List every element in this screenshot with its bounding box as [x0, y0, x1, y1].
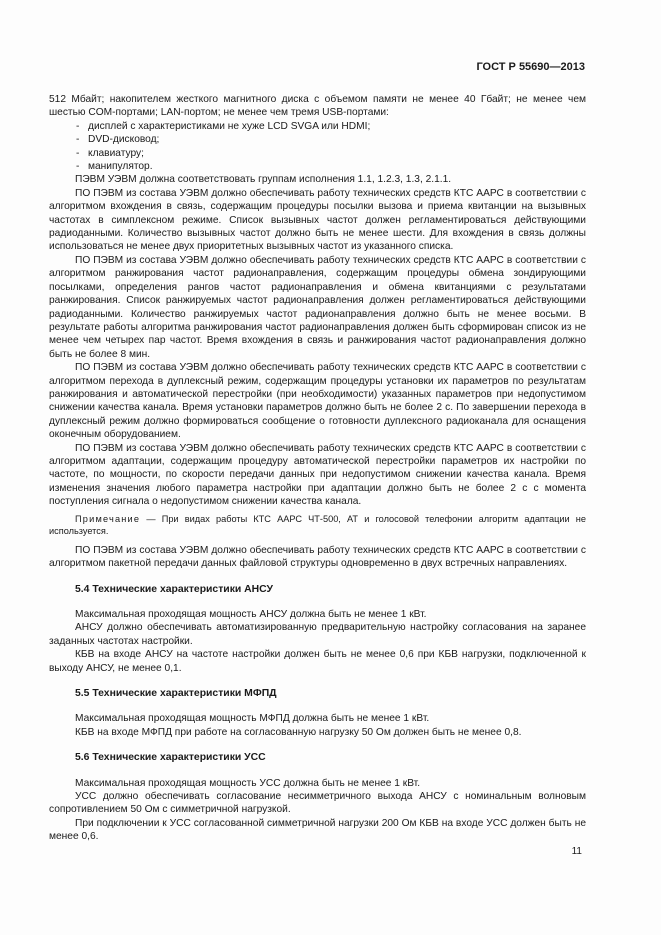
section-heading: 5.6 Технические характеристики УСС [75, 752, 266, 764]
paragraph: ПО ПЭВМ из состава УЭВМ должно обеспечивать работу технических средств КТС ААРС в соответствии с алгоритмом вхождения в связь, содержащим процедуры посылки вызова и приема квитанции на вызывных частотах в симплексном режиме. Список вызывных частот должен регламентироваться действующими радиоданными. Количество вызывных частот должно быть не менее шести. Для вхождения в связь должны использоваться не менее двух приоритетных вызывных частот из указанного списка. [49, 187, 586, 253]
paragraph: Максимальная проходящая мощность УСС должна быть не менее 1 кВт. [75, 777, 421, 789]
note-text: — При видах работы КТС ААРС ЧТ-500, АТ и голосовой телефонии алгоритм адаптации не используется. [49, 513, 586, 537]
list-item: - DVD-дисковод; [76, 134, 160, 146]
paragraph: ПО ПЭВМ из состава УЭВМ должно обеспечивать работу технических средств КТС ААРС в соответствии с алгоритмом перехода в дуплексный режим, содержащим процедуры установки их параметров по результатам ранжирования и автоматической перестройки (при необходимости) указанных параметров при недопустимом снижении качества канала. Время установки параметров должно быть не более 2 с. По завершении перехода в дуплексный режим должно формироваться сообщение о готовности дуплексного радиоканала для оснащения оконечным оборудованием. [49, 362, 586, 441]
standard-header: ГОСТ Р 55690—2013 [476, 61, 585, 73]
equipment-list [49, 120, 586, 174]
paragraph: ПО ПЭВМ из состава УЭВМ должно обеспечивать работу технических средств КТС ААРС в соответствии с алгоритмом ранжирования частот радионаправления, содержащим процедуры обмена зондирующими посылками, определения рангов частот радионаправления и обмена квитанциями с результатами ранжирования. Список ранжируемых частот радионаправления должен регламентироваться действующими радиоданными. Количество ранжируемых частот радионаправления должно быть не менее восьми. В результате работы алгоритма ранжирования частот радионаправления должен быть сформирован список из не менее чем четырех пар частот. Время вхождения в связь и ранжирования частот радионаправления должно быть не более 8 мин. [49, 254, 586, 360]
list-item: - дисплей с характеристиками не хуже LCD SVGA или HDMI; [76, 120, 371, 132]
intro-paragraph: 512 Мбайт; накопителем жесткого магнитного диска с объемом памяти не менее 40 Гбайт; не менее чем шестью COM-портами; LAN-портом; не менее чем тремя USB-портами: [49, 94, 586, 119]
list-item: - манипулятор. [76, 161, 153, 173]
document-body [49, 93, 586, 844]
note [49, 513, 586, 538]
paragraph: ПО ПЭВМ из состава УЭВМ должно обеспечивать работу технических средств КТС ААРС в соответствии с алгоритмом пакетной передачи данных файловой структуры одновременно в двух встречных направлениях. [49, 544, 586, 570]
page-number: 11 [571, 846, 582, 857]
paragraph: При подключении к УСС согласованной симметричной нагрузки 200 Ом КБВ на входе УСС должен быть не менее 0,6. [49, 817, 586, 843]
paragraph: Максимальная проходящая мощность МФПД должна быть не менее 1 кВт. [75, 713, 430, 725]
paragraph: АНСУ должно обеспечивать автоматизированную предварительную настройку согласования на заранее заданных частотах настройки. [49, 622, 586, 647]
paragraph: КБВ на входе АНСУ на частоте настройки должен быть не менее 0,6 при КБВ нагрузки, подключенной к выходу АНСУ, не менее 0,1. [49, 649, 586, 674]
paragraph: Максимальная проходящая мощность АНСУ должна быть не менее 1 кВт. [75, 609, 427, 620]
note-label: Примечание [75, 513, 141, 524]
paragraph: ПО ПЭВМ из состава УЭВМ должно обеспечивать работу технических средств КТС ААРС в соответствии с алгоритмом адаптации, содержащим процедуру автоматической перестройки параметров их настройки по частоте, по мощности, по скорости передачи данных при недопустимом снижении качества канала. Время изменения значения любого параметра настройки при адаптации должно быть не более 2 с с момента поступления сигнала о недопустимом снижении качества канала. [49, 442, 586, 508]
paragraph: ПЭВМ УЭВМ должна соответствовать группам исполнения 1.1, 1.2.3, 1.3, 2.1.1. [75, 174, 452, 186]
paragraph: УСС должно обеспечивать согласование несимметричного выхода АНСУ с номинальным волновым сопротивлением 50 Ом с симметричной нагрузкой. [49, 791, 586, 816]
section-heading: 5.5 Технические характеристики МФПД [75, 688, 277, 700]
paragraph: КБВ на входе МФПД при работе на согласованную нагрузку 50 Ом должен быть не менее 0,8. [75, 726, 522, 738]
section-heading: 5.4 Технические характеристики АНСУ [75, 583, 274, 595]
list-item: - клавиатуру; [76, 147, 144, 159]
